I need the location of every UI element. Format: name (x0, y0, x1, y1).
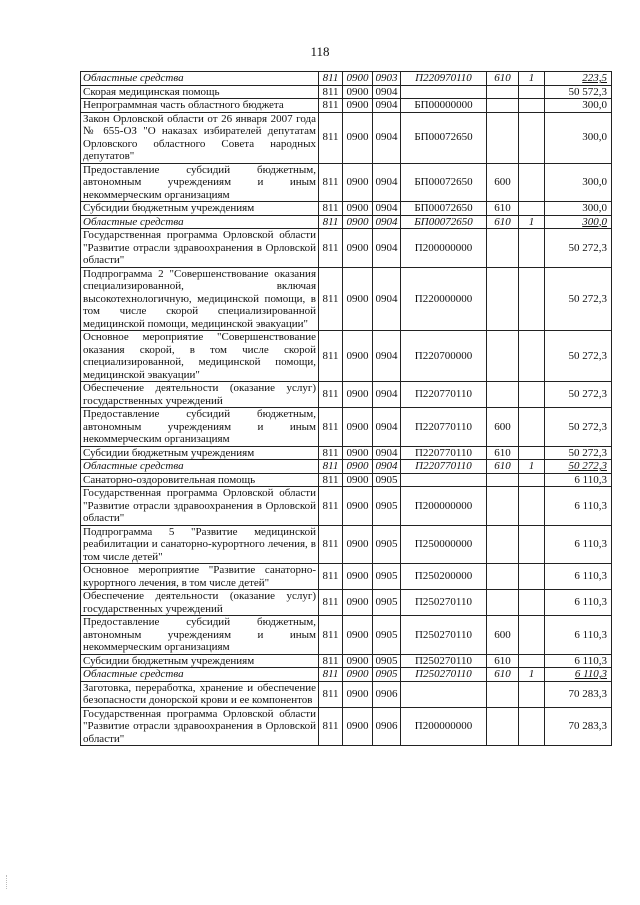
expense-type-cell (487, 99, 519, 113)
subsection-code-cell: 0904 (373, 215, 401, 229)
section-code-cell: 0900 (343, 267, 373, 331)
expense-type-cell: 610 (487, 460, 519, 474)
amount-cell: 50 272,3 (545, 331, 612, 382)
target-article-cell: БП00000000 (401, 99, 487, 113)
target-article-cell: П250270110 (401, 668, 487, 682)
amount-cell: 223,5 (545, 72, 612, 86)
expense-type-cell: 600 (487, 616, 519, 655)
table-row (81, 229, 612, 268)
amount-cell: 6 110,3 (545, 616, 612, 655)
amount-cell: 300,0 (545, 215, 612, 229)
target-article-cell: П200000000 (401, 487, 487, 526)
amount-cell: 6 110,3 (545, 564, 612, 590)
ministry-code-cell: 811 (319, 654, 343, 668)
table-row (81, 72, 612, 86)
table-row (81, 564, 612, 590)
amount-cell: 50 272,3 (545, 408, 612, 447)
table-row (81, 112, 612, 163)
row-name-cell: Подпрограмма 5 "Развитие медицинской реабилитации и санаторно-курортного лечения, в том числе детей" (81, 525, 319, 564)
target-article-cell: П200000000 (401, 707, 487, 746)
expense-type-cell (487, 85, 519, 99)
funding-source-cell (519, 163, 545, 202)
target-article-cell (401, 85, 487, 99)
ministry-code-cell: 811 (319, 72, 343, 86)
target-article-cell: П220770110 (401, 382, 487, 408)
funding-source-cell (519, 590, 545, 616)
amount-cell: 6 110,3 (545, 473, 612, 487)
section-code-cell: 0900 (343, 487, 373, 526)
amount-cell: 6 110,3 (545, 590, 612, 616)
expense-type-cell (487, 267, 519, 331)
row-name-cell: Государственная программа Орловской области "Развитие отрасли здравоохранения в Орловской области" (81, 487, 319, 526)
expense-type-cell: 610 (487, 654, 519, 668)
table-row (81, 267, 612, 331)
target-article-cell: П250270110 (401, 616, 487, 655)
subsection-code-cell: 0904 (373, 202, 401, 216)
table-row (81, 331, 612, 382)
subsection-code-cell: 0905 (373, 564, 401, 590)
row-name-cell: Областные средства (81, 215, 319, 229)
subsection-code-cell: 0904 (373, 460, 401, 474)
subsection-code-cell: 0904 (373, 163, 401, 202)
section-code-cell: 0900 (343, 408, 373, 447)
ministry-code-cell: 811 (319, 590, 343, 616)
ministry-code-cell: 811 (319, 112, 343, 163)
section-code-cell: 0900 (343, 707, 373, 746)
row-name-cell: Основное мероприятие "Развитие санаторно-курортного лечения, в том числе детей" (81, 564, 319, 590)
ministry-code-cell: 811 (319, 382, 343, 408)
ministry-code-cell: 811 (319, 668, 343, 682)
funding-source-cell (519, 707, 545, 746)
budget-table-body (81, 72, 612, 746)
row-name-cell: Областные средства (81, 668, 319, 682)
page-number: 118 (310, 44, 330, 59)
table-row (81, 681, 612, 707)
amount-cell: 50 272,3 (545, 267, 612, 331)
funding-source-cell (519, 202, 545, 216)
target-article-cell: П250200000 (401, 564, 487, 590)
table-row (81, 616, 612, 655)
table-row (81, 590, 612, 616)
expense-type-cell: 610 (487, 446, 519, 460)
expense-type-cell (487, 590, 519, 616)
section-code-cell: 0900 (343, 382, 373, 408)
target-article-cell: П220770110 (401, 460, 487, 474)
section-code-cell: 0900 (343, 473, 373, 487)
section-code-cell: 0900 (343, 331, 373, 382)
section-code-cell: 0900 (343, 564, 373, 590)
section-code-cell: 0900 (343, 229, 373, 268)
section-code-cell: 0900 (343, 112, 373, 163)
funding-source-cell: 1 (519, 668, 545, 682)
funding-source-cell (519, 446, 545, 460)
section-code-cell: 0900 (343, 590, 373, 616)
subsection-code-cell: 0904 (373, 85, 401, 99)
ministry-code-cell: 811 (319, 215, 343, 229)
ministry-code-cell: 811 (319, 229, 343, 268)
subsection-code-cell: 0905 (373, 668, 401, 682)
target-article-cell: П220970110 (401, 72, 487, 86)
subsection-code-cell: 0904 (373, 229, 401, 268)
expense-type-cell: 610 (487, 72, 519, 86)
row-name-cell: Субсидии бюджетным учреждениям (81, 446, 319, 460)
ministry-code-cell: 811 (319, 267, 343, 331)
amount-cell: 6 110,3 (545, 525, 612, 564)
funding-source-cell (519, 408, 545, 447)
subsection-code-cell: 0904 (373, 331, 401, 382)
ministry-code-cell: 811 (319, 446, 343, 460)
table-row (81, 99, 612, 113)
funding-source-cell: 1 (519, 215, 545, 229)
table-row (81, 85, 612, 99)
target-article-cell: П220000000 (401, 267, 487, 331)
funding-source-cell: 1 (519, 460, 545, 474)
section-code-cell: 0900 (343, 215, 373, 229)
expense-type-cell (487, 681, 519, 707)
target-article-cell: БП00072650 (401, 202, 487, 216)
subsection-code-cell: 0905 (373, 590, 401, 616)
amount-cell: 300,0 (545, 112, 612, 163)
amount-cell: 50 272,3 (545, 460, 612, 474)
funding-source-cell (519, 331, 545, 382)
row-name-cell: Закон Орловской области от 26 января 2007 года № 655-ОЗ "О наказах избирателей депутатам Орловского областного Совета народных депутатов" (81, 112, 319, 163)
row-name-cell: Обеспечение деятельности (оказание услуг) государственных учреждений (81, 590, 319, 616)
table-row (81, 408, 612, 447)
table-row (81, 446, 612, 460)
ministry-code-cell: 811 (319, 85, 343, 99)
funding-source-cell (519, 487, 545, 526)
funding-source-cell (519, 267, 545, 331)
funding-source-cell (519, 473, 545, 487)
subsection-code-cell: 0905 (373, 654, 401, 668)
expense-type-cell: 610 (487, 202, 519, 216)
section-code-cell: 0900 (343, 681, 373, 707)
funding-source-cell (519, 564, 545, 590)
ministry-code-cell: 811 (319, 408, 343, 447)
section-code-cell: 0900 (343, 85, 373, 99)
funding-source-cell (519, 525, 545, 564)
amount-cell: 300,0 (545, 163, 612, 202)
funding-source-cell (519, 654, 545, 668)
target-article-cell: БП00072650 (401, 163, 487, 202)
target-article-cell: П220770110 (401, 446, 487, 460)
subsection-code-cell: 0903 (373, 72, 401, 86)
section-code-cell: 0900 (343, 446, 373, 460)
amount-cell: 50 272,3 (545, 382, 612, 408)
row-name-cell: Санаторно-оздоровительная помощь (81, 473, 319, 487)
row-name-cell: Областные средства (81, 72, 319, 86)
target-article-cell: БП00072650 (401, 215, 487, 229)
table-row (81, 163, 612, 202)
expense-type-cell (487, 112, 519, 163)
section-code-cell: 0900 (343, 72, 373, 86)
funding-source-cell (519, 616, 545, 655)
row-name-cell: Обеспечение деятельности (оказание услуг) государственных учреждений (81, 382, 319, 408)
funding-source-cell (519, 99, 545, 113)
row-name-cell: Подпрограмма 2 "Совершенствование оказания специализированной, включая высокотехнологичную, медицинской помощи, в том числе скорой специализированной медицинской помощи, медицинской эвакуации" (81, 267, 319, 331)
section-code-cell: 0900 (343, 460, 373, 474)
row-name-cell: Предоставление субсидий бюджетным, автономным учреждениям и иным некоммерческим организациям (81, 163, 319, 202)
ministry-code-cell: 811 (319, 487, 343, 526)
target-article-cell: П250000000 (401, 525, 487, 564)
amount-cell: 50 572,3 (545, 85, 612, 99)
expense-type-cell (487, 473, 519, 487)
amount-cell: 300,0 (545, 99, 612, 113)
ministry-code-cell: 811 (319, 525, 343, 564)
amount-cell: 6 110,3 (545, 668, 612, 682)
funding-source-cell (519, 229, 545, 268)
table-row (81, 525, 612, 564)
amount-cell: 50 272,3 (545, 229, 612, 268)
section-code-cell: 0900 (343, 202, 373, 216)
amount-cell: 6 110,3 (545, 487, 612, 526)
target-article-cell: П200000000 (401, 229, 487, 268)
table-row (81, 654, 612, 668)
row-name-cell: Государственная программа Орловской области "Развитие отрасли здравоохранения в Орловской области" (81, 229, 319, 268)
expense-type-cell (487, 331, 519, 382)
target-article-cell: П220700000 (401, 331, 487, 382)
row-name-cell: Скорая медицинская помощь (81, 85, 319, 99)
expense-type-cell (487, 382, 519, 408)
ministry-code-cell: 811 (319, 616, 343, 655)
subsection-code-cell: 0905 (373, 473, 401, 487)
target-article-cell (401, 473, 487, 487)
expense-type-cell (487, 487, 519, 526)
section-code-cell: 0900 (343, 99, 373, 113)
target-article-cell: П250270110 (401, 654, 487, 668)
row-name-cell: Субсидии бюджетным учреждениям (81, 654, 319, 668)
expense-type-cell (487, 229, 519, 268)
table-row (81, 487, 612, 526)
expense-type-cell: 600 (487, 408, 519, 447)
subsection-code-cell: 0904 (373, 267, 401, 331)
subsection-code-cell: 0905 (373, 616, 401, 655)
ministry-code-cell: 811 (319, 202, 343, 216)
funding-source-cell (519, 681, 545, 707)
subsection-code-cell: 0905 (373, 525, 401, 564)
subsection-code-cell: 0904 (373, 99, 401, 113)
ministry-code-cell: 811 (319, 99, 343, 113)
target-article-cell: БП00072650 (401, 112, 487, 163)
amount-cell: 6 110,3 (545, 654, 612, 668)
table-row (81, 473, 612, 487)
expense-type-cell: 600 (487, 163, 519, 202)
row-name-cell: Предоставление субсидий бюджетным, автономным учреждениям и иным некоммерческим организациям (81, 616, 319, 655)
ministry-code-cell: 811 (319, 473, 343, 487)
section-code-cell: 0900 (343, 525, 373, 564)
row-name-cell: Основное мероприятие "Совершенствование оказания скорой, в том числе скорой специализированной, медицинской помощи, медицинской эвакуации" (81, 331, 319, 382)
ministry-code-cell: 811 (319, 681, 343, 707)
row-name-cell: Субсидии бюджетным учреждениям (81, 202, 319, 216)
funding-source-cell (519, 382, 545, 408)
ministry-code-cell: 811 (319, 163, 343, 202)
amount-cell: 70 283,3 (545, 681, 612, 707)
table-row (81, 668, 612, 682)
expense-type-cell (487, 564, 519, 590)
section-code-cell: 0900 (343, 654, 373, 668)
amount-cell: 300,0 (545, 202, 612, 216)
funding-source-cell: 1 (519, 72, 545, 86)
subsection-code-cell: 0904 (373, 382, 401, 408)
ministry-code-cell: 811 (319, 331, 343, 382)
table-row (81, 460, 612, 474)
row-name-cell: Областные средства (81, 460, 319, 474)
row-name-cell: Государственная программа Орловской области "Развитие отрасли здравоохранения в Орловской области" (81, 707, 319, 746)
row-name-cell: Предоставление субсидий бюджетным, автономным учреждениям и иным некоммерческим организациям (81, 408, 319, 447)
section-code-cell: 0900 (343, 616, 373, 655)
funding-source-cell (519, 85, 545, 99)
section-code-cell: 0900 (343, 668, 373, 682)
row-name-cell: Непрограммная часть областного бюджета (81, 99, 319, 113)
target-article-cell (401, 681, 487, 707)
amount-cell: 70 283,3 (545, 707, 612, 746)
funding-source-cell (519, 112, 545, 163)
budget-table (80, 71, 612, 746)
expense-type-cell: 610 (487, 215, 519, 229)
amount-cell: 50 272,3 (545, 446, 612, 460)
table-row (81, 707, 612, 746)
ministry-code-cell: 811 (319, 460, 343, 474)
row-name-cell: Заготовка, переработка, хранение и обеспечение безопасности донорской крови и ее компонентов (81, 681, 319, 707)
subsection-code-cell: 0906 (373, 707, 401, 746)
subsection-code-cell: 0905 (373, 487, 401, 526)
ministry-code-cell: 811 (319, 707, 343, 746)
subsection-code-cell: 0906 (373, 681, 401, 707)
subsection-code-cell: 0904 (373, 408, 401, 447)
table-row (81, 215, 612, 229)
target-article-cell: П220770110 (401, 408, 487, 447)
section-code-cell: 0900 (343, 163, 373, 202)
margin-mark (6, 875, 9, 889)
subsection-code-cell: 0904 (373, 446, 401, 460)
ministry-code-cell: 811 (319, 564, 343, 590)
expense-type-cell: 610 (487, 668, 519, 682)
table-row (81, 202, 612, 216)
expense-type-cell (487, 525, 519, 564)
target-article-cell: П250270110 (401, 590, 487, 616)
table-row (81, 382, 612, 408)
expense-type-cell (487, 707, 519, 746)
subsection-code-cell: 0904 (373, 112, 401, 163)
